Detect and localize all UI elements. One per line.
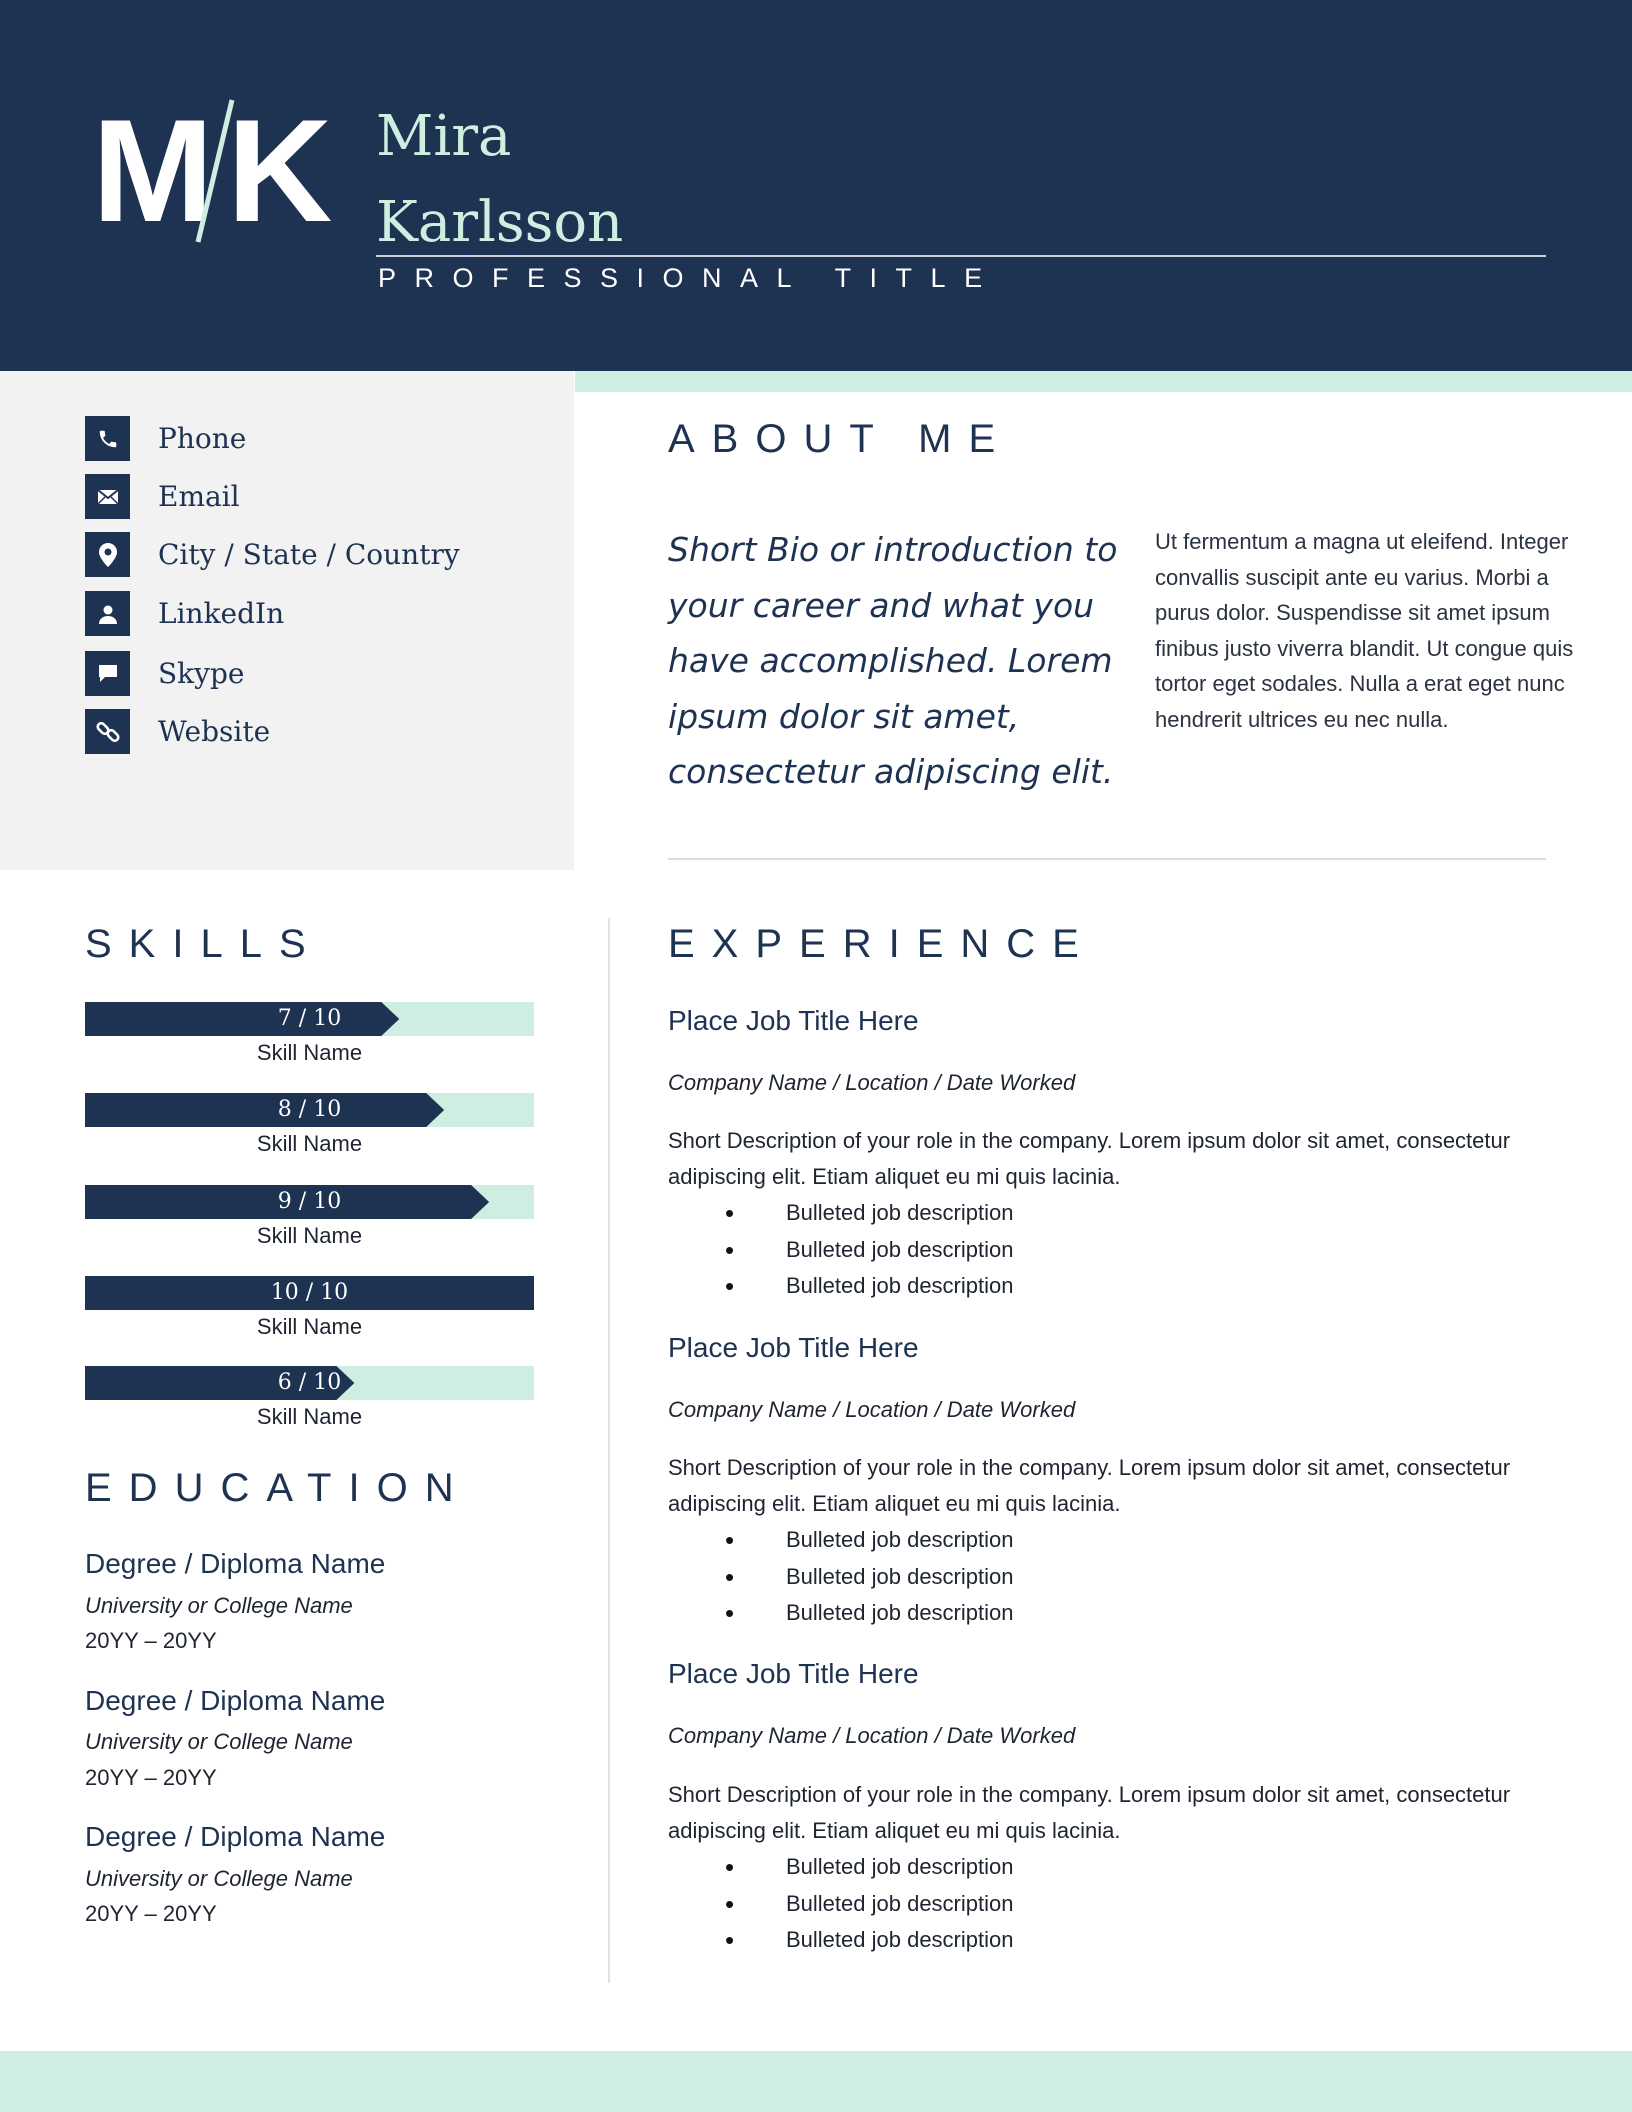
edu-degree: Degree / Diploma Name (85, 1685, 386, 1716)
monogram-letter-left: M (92, 89, 210, 252)
location-pin-icon (85, 532, 130, 577)
contact-label: Phone (158, 422, 247, 455)
skill-score: 9 / 10 (277, 1189, 342, 1214)
link-icon (85, 709, 130, 754)
job-bullet: • Bulleted job description (668, 1232, 1548, 1269)
about-text: Ut fermentum a magna ut eleifend. Integer convallis suscipit ante eu varius. Morbi a purus dolor. Suspendisse sit amet ipsum finibus justo viverra blandit. Ut congue quis tortor eget sodales. Nulla a erat eget nunc hendrerit ultrices eu nec nulla. (1155, 529, 1574, 732)
job-title: Place Job Title Here (668, 1332, 919, 1363)
skill-score: 10 / 10 (270, 1280, 349, 1305)
job-title: Place Job Title Here (668, 1658, 919, 1689)
footer-accent-bar (0, 2051, 1632, 2112)
accent-bar-top (575, 371, 1632, 392)
contact-item-phone (85, 416, 246, 461)
job-bullet: • Bulleted job description (668, 1195, 1548, 1232)
email-icon (85, 474, 130, 519)
education-heading: EDUCATION (85, 1466, 471, 1510)
monogram-logo (92, 89, 329, 252)
contact-item-website (85, 709, 270, 754)
job-description: Short Description of your role in the company. Lorem ipsum dolor sit amet, consectetur adipiscing elit. Etiam aliquet eu mi quis lacinia. (668, 1128, 1511, 1189)
skill-score: 7 / 10 (277, 1006, 342, 1031)
job-company: Company Name / Location / Date Worked (668, 1723, 1076, 1748)
contact-label: Email (158, 480, 240, 513)
skill-name: Skill Name (256, 1314, 363, 1339)
job-bullet: • Bulleted job description (668, 1559, 1548, 1596)
contact-item-linkedin (85, 591, 284, 636)
professional-title: PROFESSIONAL TITLE (378, 263, 1001, 293)
skill-name: Skill Name (256, 1040, 363, 1065)
job-bullet: • Bulleted job description (668, 1268, 1548, 1305)
job-description: Short Description of your role in the company. Lorem ipsum dolor sit amet, consectetur adipiscing elit. Etiam aliquet eu mi quis lacinia. (668, 1782, 1511, 1843)
contact-item-location (85, 532, 460, 577)
edu-school: University or College Name (85, 1866, 353, 1891)
about-bio: Short Bio or introduction to your career and what you have accomplished. Lorem ipsum dolor sit amet, consectetur adipiscing elit. (668, 530, 1118, 791)
skill-score: 8 / 10 (277, 1097, 342, 1122)
header-divider (376, 255, 1546, 257)
job-company: Company Name / Location / Date Worked (668, 1070, 1076, 1095)
edu-school: University or College Name (85, 1729, 353, 1754)
skills-heading: SKILLS (85, 922, 323, 966)
contact-label: Website (158, 715, 271, 748)
last-name: Karlsson (376, 190, 624, 255)
skill-name: Skill Name (256, 1131, 363, 1156)
job-description: Short Description of your role in the company. Lorem ipsum dolor sit amet, consectetur adipiscing elit. Etiam aliquet eu mi quis lacinia. (668, 1455, 1511, 1516)
job-bullet: • Bulleted job description (668, 1922, 1548, 1959)
linkedin-person-icon (85, 591, 130, 636)
about-divider (668, 858, 1546, 860)
edu-years: 20YY – 20YY (85, 1901, 217, 1926)
edu-degree: Degree / Diploma Name (85, 1548, 386, 1579)
job-bullets (668, 1849, 1548, 1959)
job-company: Company Name / Location / Date Worked (668, 1397, 1076, 1422)
edu-degree: Degree / Diploma Name (85, 1821, 386, 1852)
job-bullet: • Bulleted job description (668, 1522, 1548, 1559)
monogram-letter-right: K (227, 89, 329, 252)
first-name: Mira (376, 104, 512, 169)
job-bullet: • Bulleted job description (668, 1595, 1548, 1632)
edu-years: 20YY – 20YY (85, 1628, 217, 1653)
job-bullet: • Bulleted job description (668, 1886, 1548, 1923)
contact-item-skype (85, 651, 244, 696)
contact-item-email (85, 474, 240, 519)
skill-score: 6 / 10 (277, 1370, 342, 1395)
contact-label: City / State / Country (158, 538, 460, 571)
edu-school: University or College Name (85, 1593, 353, 1618)
edu-years: 20YY – 20YY (85, 1765, 217, 1790)
job-title: Place Job Title Here (668, 1005, 919, 1036)
skill-name: Skill Name (256, 1223, 363, 1248)
column-divider (608, 918, 610, 1983)
job-bullet: • Bulleted job description (668, 1849, 1548, 1886)
about-heading: ABOUT ME (668, 417, 1013, 461)
phone-icon (85, 416, 130, 461)
job-bullets (668, 1195, 1548, 1305)
skill-name: Skill Name (256, 1404, 363, 1429)
chat-bubble-icon (85, 651, 130, 696)
contact-label: LinkedIn (158, 597, 285, 630)
contact-label: Skype (158, 657, 245, 690)
experience-heading: EXPERIENCE (668, 922, 1096, 966)
job-bullets (668, 1522, 1548, 1632)
